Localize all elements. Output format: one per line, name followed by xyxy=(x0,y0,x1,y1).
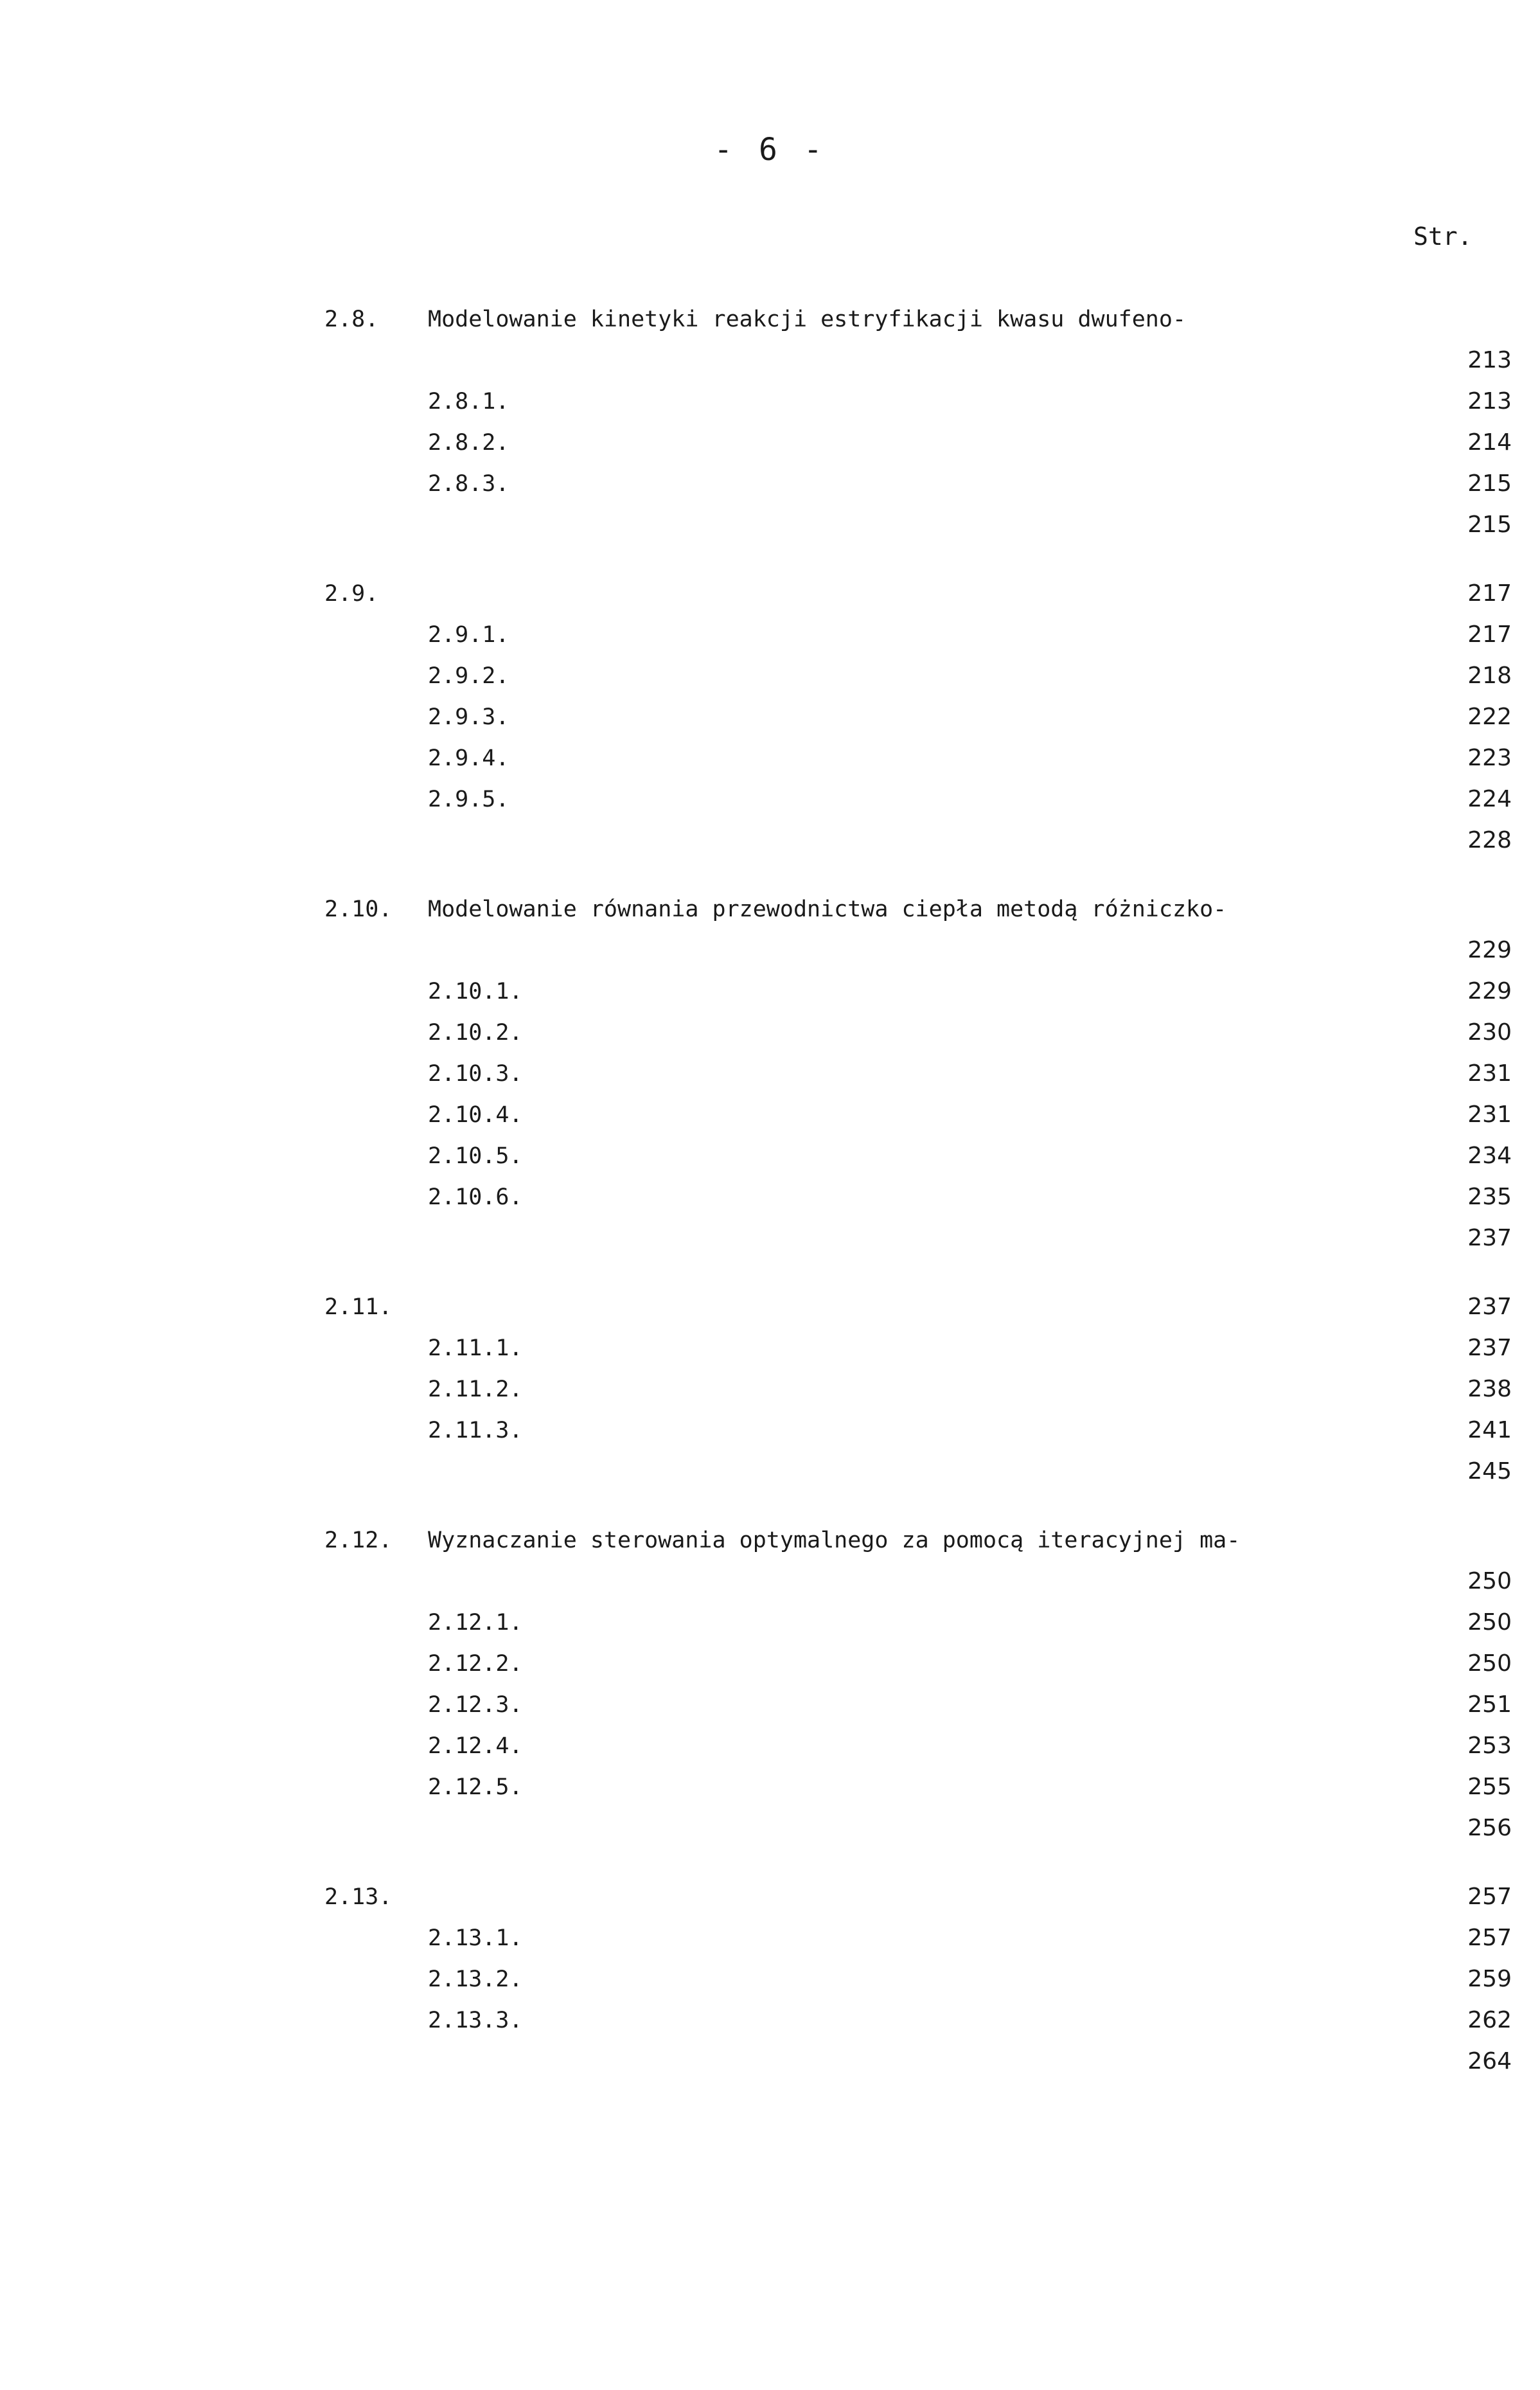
toc-entry xyxy=(0,1287,1540,1328)
subsection-number: 2.10.5. xyxy=(428,1143,523,1169)
page-ref: 256 xyxy=(1467,1815,1512,1841)
page-ref: 241 xyxy=(1467,1417,1512,1443)
section-number: 2.11. xyxy=(324,1294,393,1320)
toc-entry xyxy=(0,1053,1540,1094)
page-ref: 257 xyxy=(1467,1884,1512,1910)
toc-entry xyxy=(0,1877,1540,1918)
page-ref: 214 xyxy=(1467,429,1512,456)
page-ref: 237 xyxy=(1467,1225,1512,1251)
toc-entry xyxy=(0,1177,1540,1218)
toc-entry xyxy=(0,614,1540,655)
toc-entry xyxy=(0,299,1540,381)
toc-entry xyxy=(0,1218,1540,1259)
section-number: 2.8. xyxy=(324,307,379,332)
page-ref: 237 xyxy=(1467,1335,1512,1361)
toc-entry xyxy=(0,1012,1540,1053)
subsection-number: 2.9.4. xyxy=(428,745,509,771)
section-title-line: Wyznaczanie sterowania optymalnego za pomocą iteracyjnej ma- xyxy=(428,1528,1241,1553)
page-ref: 245 xyxy=(1467,1458,1512,1485)
subsection-number: 2.13.2. xyxy=(428,1966,523,1992)
toc-entry xyxy=(0,889,1540,971)
page-ref: 224 xyxy=(1467,786,1512,812)
toc-entry xyxy=(0,738,1540,779)
toc-entry xyxy=(0,1451,1540,1492)
toc-entry xyxy=(0,381,1540,422)
toc-entry xyxy=(0,1328,1540,1369)
page-number: - 6 - xyxy=(714,132,826,168)
subsection-number: 2.10.1. xyxy=(428,979,523,1004)
page-ref: 251 xyxy=(1467,1691,1512,1718)
page-ref: 215 xyxy=(1467,512,1512,538)
page-ref: 235 xyxy=(1467,1184,1512,1210)
toc-entry xyxy=(0,1767,1540,1808)
toc-entry xyxy=(0,463,1540,504)
section-number: 2.13. xyxy=(324,1884,393,1910)
toc-entry xyxy=(0,1808,1540,1849)
page-ref: 255 xyxy=(1467,1774,1512,1800)
page-ref: 230 xyxy=(1467,1019,1512,1046)
toc-entry xyxy=(0,697,1540,738)
toc-entry xyxy=(0,1726,1540,1767)
toc-entry xyxy=(0,971,1540,1012)
toc-entry xyxy=(0,1094,1540,1136)
toc-entry xyxy=(0,655,1540,697)
toc-section xyxy=(0,299,1540,546)
page-ref: 231 xyxy=(1467,1101,1512,1128)
toc-section xyxy=(0,1520,1540,1849)
page-ref: 264 xyxy=(1467,2048,1512,2074)
page-ref: 217 xyxy=(1467,580,1512,607)
toc-entry xyxy=(0,1684,1540,1726)
page-ref: 229 xyxy=(1467,978,1512,1004)
toc-section xyxy=(0,1877,1540,2082)
section-title-line: Modelowanie równania przewodnictwa ciepła metodą różniczko- xyxy=(428,896,1227,922)
table-of-contents xyxy=(0,299,1540,2110)
section-title-line: Modelowanie kinetyki reakcji estryfikacji kwasu dwufeno- xyxy=(428,307,1187,332)
subsection-number: 2.11.2. xyxy=(428,1377,523,1402)
subsection-number: 2.8.2. xyxy=(428,430,509,456)
page-ref: 234 xyxy=(1467,1143,1512,1169)
subsection-number: 2.10.3. xyxy=(428,1061,523,1087)
subsection-number: 2.9.2. xyxy=(428,663,509,689)
toc-entry xyxy=(0,422,1540,463)
subsection-number: 2.13.1. xyxy=(428,1925,523,1951)
section-number: 2.10. xyxy=(324,896,393,922)
page-ref: 238 xyxy=(1467,1376,1512,1402)
subsection-number: 2.12.3. xyxy=(428,1692,523,1718)
page-ref: 213 xyxy=(1467,388,1512,415)
toc-entry xyxy=(0,573,1540,614)
subsection-number: 2.10.4. xyxy=(428,1102,523,1128)
page-ref: 229 xyxy=(1467,937,1512,963)
toc-entry xyxy=(0,779,1540,820)
subsection-number: 2.10.6. xyxy=(428,1184,523,1210)
subsection-number: 2.13.3. xyxy=(428,2008,523,2033)
page-ref: 259 xyxy=(1467,1966,1512,1992)
page-ref: 217 xyxy=(1467,621,1512,648)
toc-section xyxy=(0,889,1540,1259)
section-number: 2.9. xyxy=(324,581,379,607)
toc-entry xyxy=(0,1918,1540,1959)
toc-entry xyxy=(0,820,1540,861)
page-ref: 213 xyxy=(1467,347,1512,373)
toc-entry xyxy=(0,1136,1540,1177)
page-ref: 253 xyxy=(1467,1733,1512,1759)
toc-entry xyxy=(0,1602,1540,1643)
page-ref: 228 xyxy=(1467,827,1512,853)
subsection-number: 2.9.1. xyxy=(428,622,509,648)
subsection-number: 2.12.2. xyxy=(428,1651,523,1677)
toc-section xyxy=(0,1287,1540,1492)
subsection-number: 2.12.4. xyxy=(428,1733,523,1759)
toc-entry xyxy=(0,504,1540,546)
section-number: 2.12. xyxy=(324,1528,393,1553)
page-ref: 250 xyxy=(1467,1609,1512,1636)
toc-entry xyxy=(0,1410,1540,1451)
toc-entry xyxy=(0,2000,1540,2041)
page-ref: 215 xyxy=(1467,470,1512,497)
page-ref: 250 xyxy=(1467,1650,1512,1677)
toc-entry xyxy=(0,1643,1540,1684)
subsection-number: 2.11.3. xyxy=(428,1418,523,1443)
page-ref: 250 xyxy=(1467,1568,1512,1594)
subsection-number: 2.9.5. xyxy=(428,787,509,812)
page-ref: 222 xyxy=(1467,704,1512,730)
toc-entry xyxy=(0,1369,1540,1410)
subsection-number: 2.12.1. xyxy=(428,1610,523,1636)
page-ref: 237 xyxy=(1467,1294,1512,1320)
page-ref: 218 xyxy=(1467,663,1512,689)
subsection-number: 2.8.3. xyxy=(428,471,509,497)
toc-entry xyxy=(0,1520,1540,1602)
page-ref: 262 xyxy=(1467,2007,1512,2033)
page-ref: 257 xyxy=(1467,1925,1512,1951)
subsection-number: 2.11.1. xyxy=(428,1335,523,1361)
subsection-number: 2.9.3. xyxy=(428,704,509,730)
toc-entry xyxy=(0,2041,1540,2082)
subsection-number: 2.10.2. xyxy=(428,1020,523,1046)
subsection-number: 2.8.1. xyxy=(428,389,509,415)
page-ref: 223 xyxy=(1467,745,1512,771)
page-column-label: Str. xyxy=(1413,222,1473,251)
toc-section xyxy=(0,573,1540,861)
page-ref: 231 xyxy=(1467,1060,1512,1087)
subsection-number: 2.12.5. xyxy=(428,1774,523,1800)
toc-entry xyxy=(0,1959,1540,2000)
